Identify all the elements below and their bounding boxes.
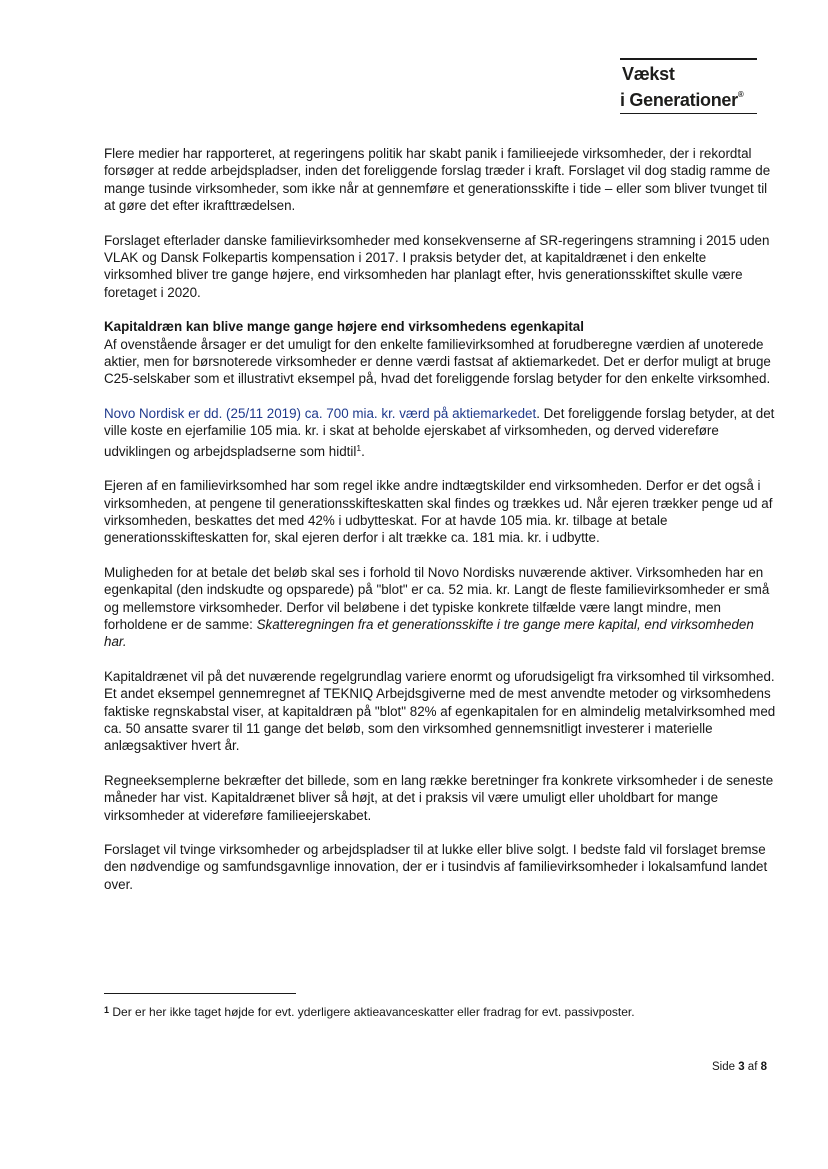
- paragraph-forslaget: Forslaget vil tvinge virksomheder og arbejdspladser til at lukke eller blive solgt. I bedste fald vil forslaget bremse den nødvendige og samfundsgavnlige innovation, der er i tusindvis af familievirksomheder i lokalsamfund landet over.: [104, 842, 768, 892]
- footnote: [104, 1003, 784, 1020]
- paragraph-kapitaldraen: Kapitaldrænet vil på det nuværende regelgrundlag variere enormt og uforudsigeligt fra virksomhed til virksomhed. Et andet eksempel gennemregnet af TEKNIQ Arbejdsgiverne med de mest anvendte metoder og virksomhedens faktiske regnskabstal viser, at kapitaldræn på "blot" 82% af egenkapitalen for en almindelig metalvirksomhed med ca. 50 ansatte svarer til 11 gange det beløb, som den virksomhed gennemsnitligt investerer i materielle anlægsaktiver hvert år.: [104, 668, 776, 754]
- novo-end: .: [361, 443, 365, 459]
- paragraph-muligheden: [104, 564, 776, 651]
- footnote-divider: [104, 993, 296, 994]
- paragraph-novo: [104, 405, 776, 460]
- footnote-number: 1: [104, 1005, 110, 1015]
- footnote-mark: 1: [356, 442, 362, 453]
- section-intro: Af ovenstående årsager er det umuligt for den enkelte familievirksomhed at forudberegne værdien af unoterede aktier, men for børsnoterede virksomheder er denne værdi fastsat af aktiemarkedet. Det er derfor muligt at bruge C25-selskaber som et illustrativt eksempel på, hvad det foreliggende forslag betyder for den enkelte virksomhed.: [104, 336, 771, 387]
- novo-rest: . Det foreliggende forslag betyder, at det ville koste en ejerfamilie 105 mia. kr. i skat at beholde ejerskabet af virksomheden, og derved videreføre udviklingen og arbejdspladserne som hidtil: [104, 405, 775, 459]
- paragraph-2: Forslaget efterlader danske familievirksomheder med konsekvenserne af SR-regeringens stramning i 2015 uden VLAK og Dansk Folkepartis kompensation i 2017. I praksis betyder det, at kapitaldrænet i den enkelte virksomhed bliver tre gange højere, end virksomheden har planlagt efter, hvis generationsskiftet skulle være foretaget i 2020.: [104, 232, 770, 300]
- page-number: [712, 1061, 767, 1073]
- logo-line-1: Vækst: [622, 64, 675, 84]
- muligheden-italic: Skatteregningen fra et generationsskifte i tre gange mere kapital, end virksomheden har.: [104, 616, 754, 650]
- logo: [620, 58, 757, 114]
- logo-top-rule: [620, 58, 757, 60]
- paragraph-regneeksempler: Regneeksemplerne bekræfter det billede, som en lang række beretninger fra konkrete virksomheder i de seneste måneder har vist. Kapitaldrænet bliver så højt, at det i praksis vil være umuligt eller uholdbart for mange virksomheder at videreføre familieejerskabet.: [104, 772, 774, 823]
- page-current: 3: [738, 1061, 745, 1073]
- paragraph-owner-income: Ejeren af en familievirksomhed har som regel ikke andre indtægtskilder end virksomheden. Derfor er det også i virksomheden, at pengene til generationsskifteskatten skal findes og trækkes ud. Når ejeren trækker penge ud af virksomheden, beskattes det med 42% i udbytteskat. For at havde 105 mia. kr. tilbage at betale generationsskifteskatten for, skal ejeren derfor i alt trække ca. 181 mia. kr. i udbytte.: [104, 478, 773, 546]
- page-prefix: Side: [711, 1061, 739, 1073]
- logo-line-2: [620, 85, 757, 110]
- footnote-text: Der er her ikke taget højde for evt. yderligere aktieavanceskatter eller fradrag for evt. passivposter.: [109, 1005, 635, 1019]
- page-middle: af: [744, 1061, 761, 1073]
- novo-nordisk-link[interactable]: Novo Nordisk er dd. (25/11 2019) ca. 700 mia. kr. værd på aktiemarkedet: [104, 405, 537, 421]
- paragraph-1: Flere medier har rapporteret, at regeringens politik har skabt panik i familieejede virksomheder, der i rekordtal forsøger at redde arbejdspladser, inden det foreliggende forslag træder i kraft. Forslaget vil dog stadig ramme de mange tusinde virksomheder, som ikke når at gennemføre et generationsskifte i tide – eller som bliver tvunget til at gøre det efter ikrafttrædelsen.: [104, 146, 771, 214]
- logo-registered-mark: ®: [737, 90, 744, 99]
- section-heading: Kapitaldræn kan blive mange gange højere end virksomhedens egenkapital: [104, 319, 584, 335]
- logo-line-2-text: i Generationer: [620, 90, 738, 110]
- muligheden-text: Muligheden for at betale det beløb skal ses i forhold til Novo Nordisks nuværende aktiver. Virksomheden har en egenkapital (den indskudte og opsparede) på "blot" er ca. 52 mia. kr. Langt de fleste familievirksomheder er små og mellemstore virksomheder. Derfor vil beløbene i det typiske konkrete tilfælde være langt mindre, men forholdene er de samme:: [104, 564, 770, 632]
- logo-bottom-rule: [620, 113, 757, 114]
- page-total: 8: [760, 1061, 767, 1073]
- document-body: [104, 145, 776, 910]
